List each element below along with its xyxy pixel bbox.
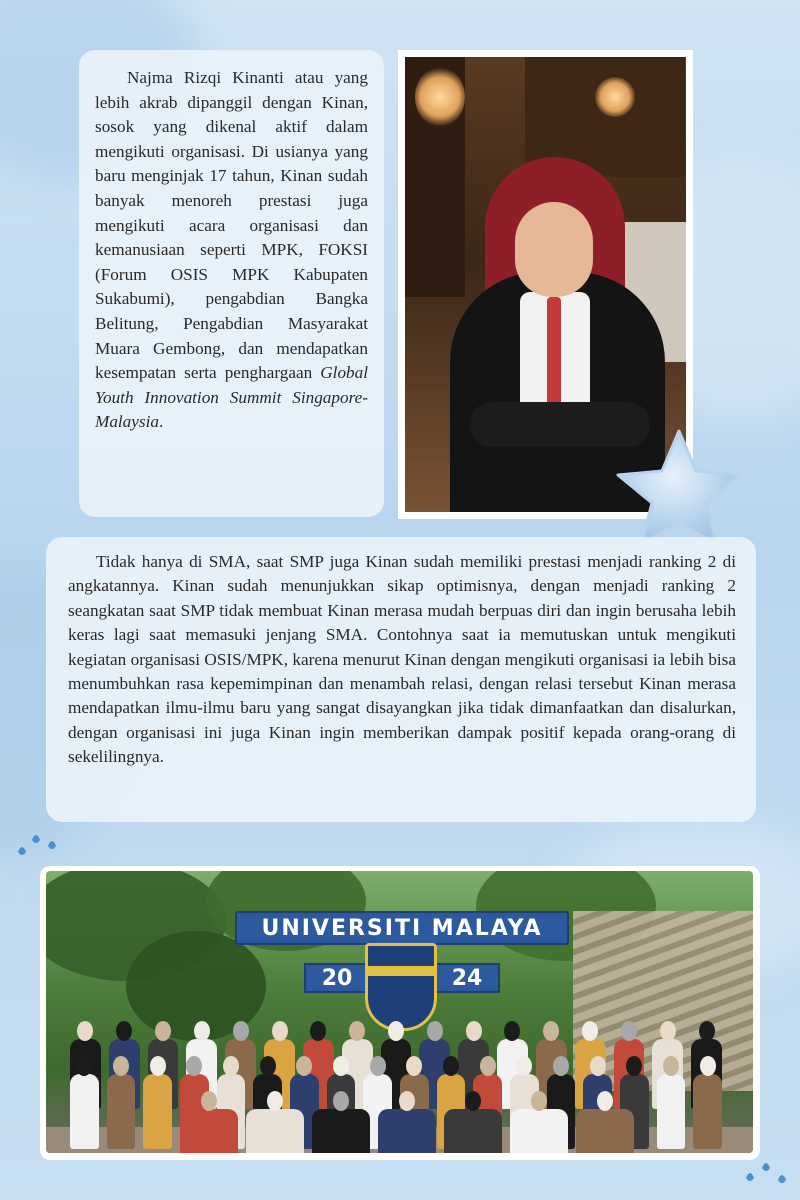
person-head [349, 1021, 365, 1041]
award-name: Global Youth Innovation Summit Singapore-Malaysia [95, 363, 368, 432]
story-text-card [46, 537, 756, 822]
intro-text-card [79, 50, 384, 517]
person [576, 1109, 634, 1153]
person-head [516, 1056, 532, 1076]
person-head [531, 1091, 547, 1111]
person [378, 1109, 436, 1153]
university-crest [365, 943, 437, 1031]
person-head [399, 1091, 415, 1111]
crest-band [368, 966, 434, 976]
person-head [260, 1056, 276, 1076]
person-head [272, 1021, 288, 1041]
person [312, 1109, 370, 1153]
person-head [597, 1091, 613, 1111]
university-sign: UNIVERSITI MALAYA [235, 911, 569, 945]
intro-text-end: . [158, 412, 164, 432]
person-head [113, 1056, 129, 1076]
person-head [543, 1021, 559, 1041]
person [246, 1109, 304, 1153]
star-decoration [612, 425, 747, 550]
intro-text: Najma Rizqi Kinanti atau yang lebih akrab dipanggil dengan Kinan, sosok yang dikenal aktif dalam mengikuti organisasi. Di usianya yang baru menginjak 17 tahun, Kinan sudah banyak menoreh prestasi juga mengikuti acara organisasi dan kemanusiaan seperti MPK, FOKSI (Forum OSIS MPK Kabupaten Sukabumi), pengabdian Bangka Belitung, Pengabdian Masyarakat Muara Gembong, dan mendapatkan kesempatan serta penghargaan [95, 68, 368, 383]
person [143, 1074, 172, 1149]
intro-paragraph [95, 66, 368, 435]
person-head [700, 1056, 716, 1076]
person-head [223, 1056, 239, 1076]
group-photo [40, 866, 760, 1160]
person-head [333, 1056, 349, 1076]
person-head [582, 1021, 598, 1041]
group-of-people [66, 1021, 713, 1153]
person-head [267, 1091, 283, 1111]
person-head [553, 1056, 569, 1076]
lanyard [547, 297, 561, 407]
person [693, 1074, 722, 1149]
person-head [310, 1021, 326, 1041]
person-head [370, 1056, 386, 1076]
story-paragraph: Tidak hanya di SMA, saat SMP juga Kinan sudah memiliki prestasi menjadi ranking 2 di angkatannya. Kinan sudah menunjukkan sikap optimisnya, dengan menjadi ranking 2 seangkatan saat SMP tidak membuat Kinan merasa mudah berpuas diri dan ingin berusaha lebih keras lagi saat memasuki jenjang SMA. Contohnya saat ia memutuskan untuk mengikuti kegiatan organisasi OSIS/MPK, karena menurut Kinan dengan mengikuti organisasi ia lebih bisa menumbuhkan rasa kepemimpinan dan menambah relasi, dengan relasi tersebut Kinan merasa mendapatkan ilmu-ilmu baru yang sangat disayangkan jika tidak dimanfaatkan dan disalurkan, dengan organisasi ini juga Kinan ingin memberikan dampak positif kepada orang-orang di sekelilingnya. [68, 552, 736, 767]
person-head [427, 1021, 443, 1041]
person-head [333, 1091, 349, 1111]
person-head [465, 1091, 481, 1111]
person-head [155, 1021, 171, 1041]
person [70, 1074, 99, 1149]
person-head [388, 1021, 404, 1041]
person [657, 1074, 686, 1149]
year-sign-left: 20 [304, 963, 370, 993]
group-photo-scene [46, 871, 753, 1153]
person-head [621, 1021, 637, 1041]
person [510, 1109, 568, 1153]
person-head [590, 1056, 606, 1076]
person-head [663, 1056, 679, 1076]
person-head [233, 1021, 249, 1041]
person-head [466, 1021, 482, 1041]
person [444, 1109, 502, 1153]
person-head [443, 1056, 459, 1076]
lamp-light [595, 77, 635, 117]
person-head [201, 1091, 217, 1111]
person [107, 1074, 136, 1149]
person [180, 1109, 238, 1153]
person-head [699, 1021, 715, 1041]
person-head [150, 1056, 166, 1076]
person-head [116, 1021, 132, 1041]
year-sign-right: 24 [434, 963, 500, 993]
person-head [480, 1056, 496, 1076]
face [515, 202, 593, 297]
person-head [77, 1021, 93, 1041]
person-head [660, 1021, 676, 1041]
lamp-light [415, 67, 465, 127]
person-head [504, 1021, 520, 1041]
person-head [194, 1021, 210, 1041]
